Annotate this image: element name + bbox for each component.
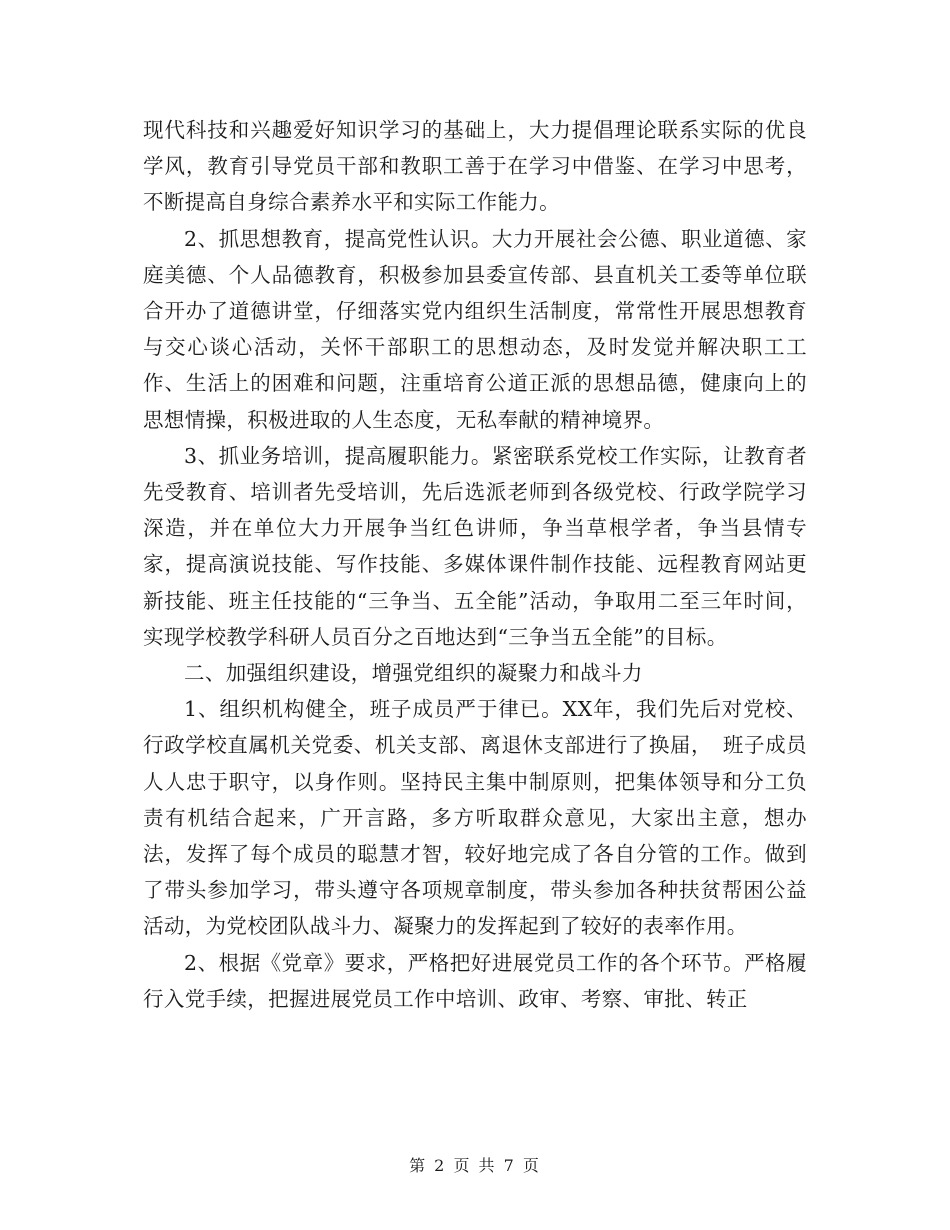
document-body [143, 112, 807, 1017]
paragraph-party-member-development: 2、根据《党章》要求，严格把好进展党员工作的各个环节。严格履行入党手续，把握进展党员工作中培训、政审、考察、审批、转正 [143, 950, 807, 1011]
section-heading-organization: 二、加强组织建设，增强党组织的凝聚力和战斗力 [184, 661, 643, 686]
paragraph-business-training: 3、抓业务培训，提高履职能力。紧密联系党校工作实际，让教育者先受教育、培训者先受培训，先后选派老师到各级党校、行政学院学习深造，并在单位大力开展争当红色讲师，争当草根学者，争当县情专家，提高演说技能、写作技能、多媒体课件制作技能、远程教育网站更新技能、班主任技能的“三争当、五全能”活动，争取用二至三年时间，实现学校教学科研人员百分之百地达到“三争当五全能”的目标。 [143, 443, 807, 649]
page-number-footer: 第 2 页 共 7 页 [409, 1156, 541, 1175]
paragraph-ideological-education: 2、抓思想教育，提高党性认识。大力开展社会公德、职业道德、家庭美德、个人品德教育，积极参加县委宣传部、县直机关工委等单位联合开办了道德讲堂，仔细落实党内组织生活制度，常常性开展思想教育与交心谈心活动，关怀干部职工的思想动态，及时发觉并解决职工工作、生活上的困难和问题，注重培育公道正派的思想品德，健康向上的思想情操，积极进取的人生态度，无私奉献的精神境界。 [143, 226, 807, 432]
paragraph-continuation: 现代科技和兴趣爱好知识学习的基础上，大力提倡理论联系实际的优良学风，教育引导党员干部和教职工善于在学习中借鉴、在学习中思考，不断提高自身综合素养水平和实际工作能力。 [143, 118, 807, 215]
paragraph-organization-structure: 1、组织机构健全，班子成员严于律已。XX年，我们先后对党校、行政学校直属机关党委、机关支部、离退休支部进行了换届， 班子成员人人忠于职守，以身作则。坚持民主集中制原则，把集体领导和分工负责有机结合起来，广开言路，多方听取群众意见，大家出主意，想办法，发挥了每个成员的聪慧才智，较好地完成了各自分管的工作。做到了带头参加学习，带头遵守各项规章制度，带头参加各种扶贫帮困公益活动，为党校团队战斗力、凝聚力的发挥起到了较好的表率作用。 [143, 697, 807, 939]
